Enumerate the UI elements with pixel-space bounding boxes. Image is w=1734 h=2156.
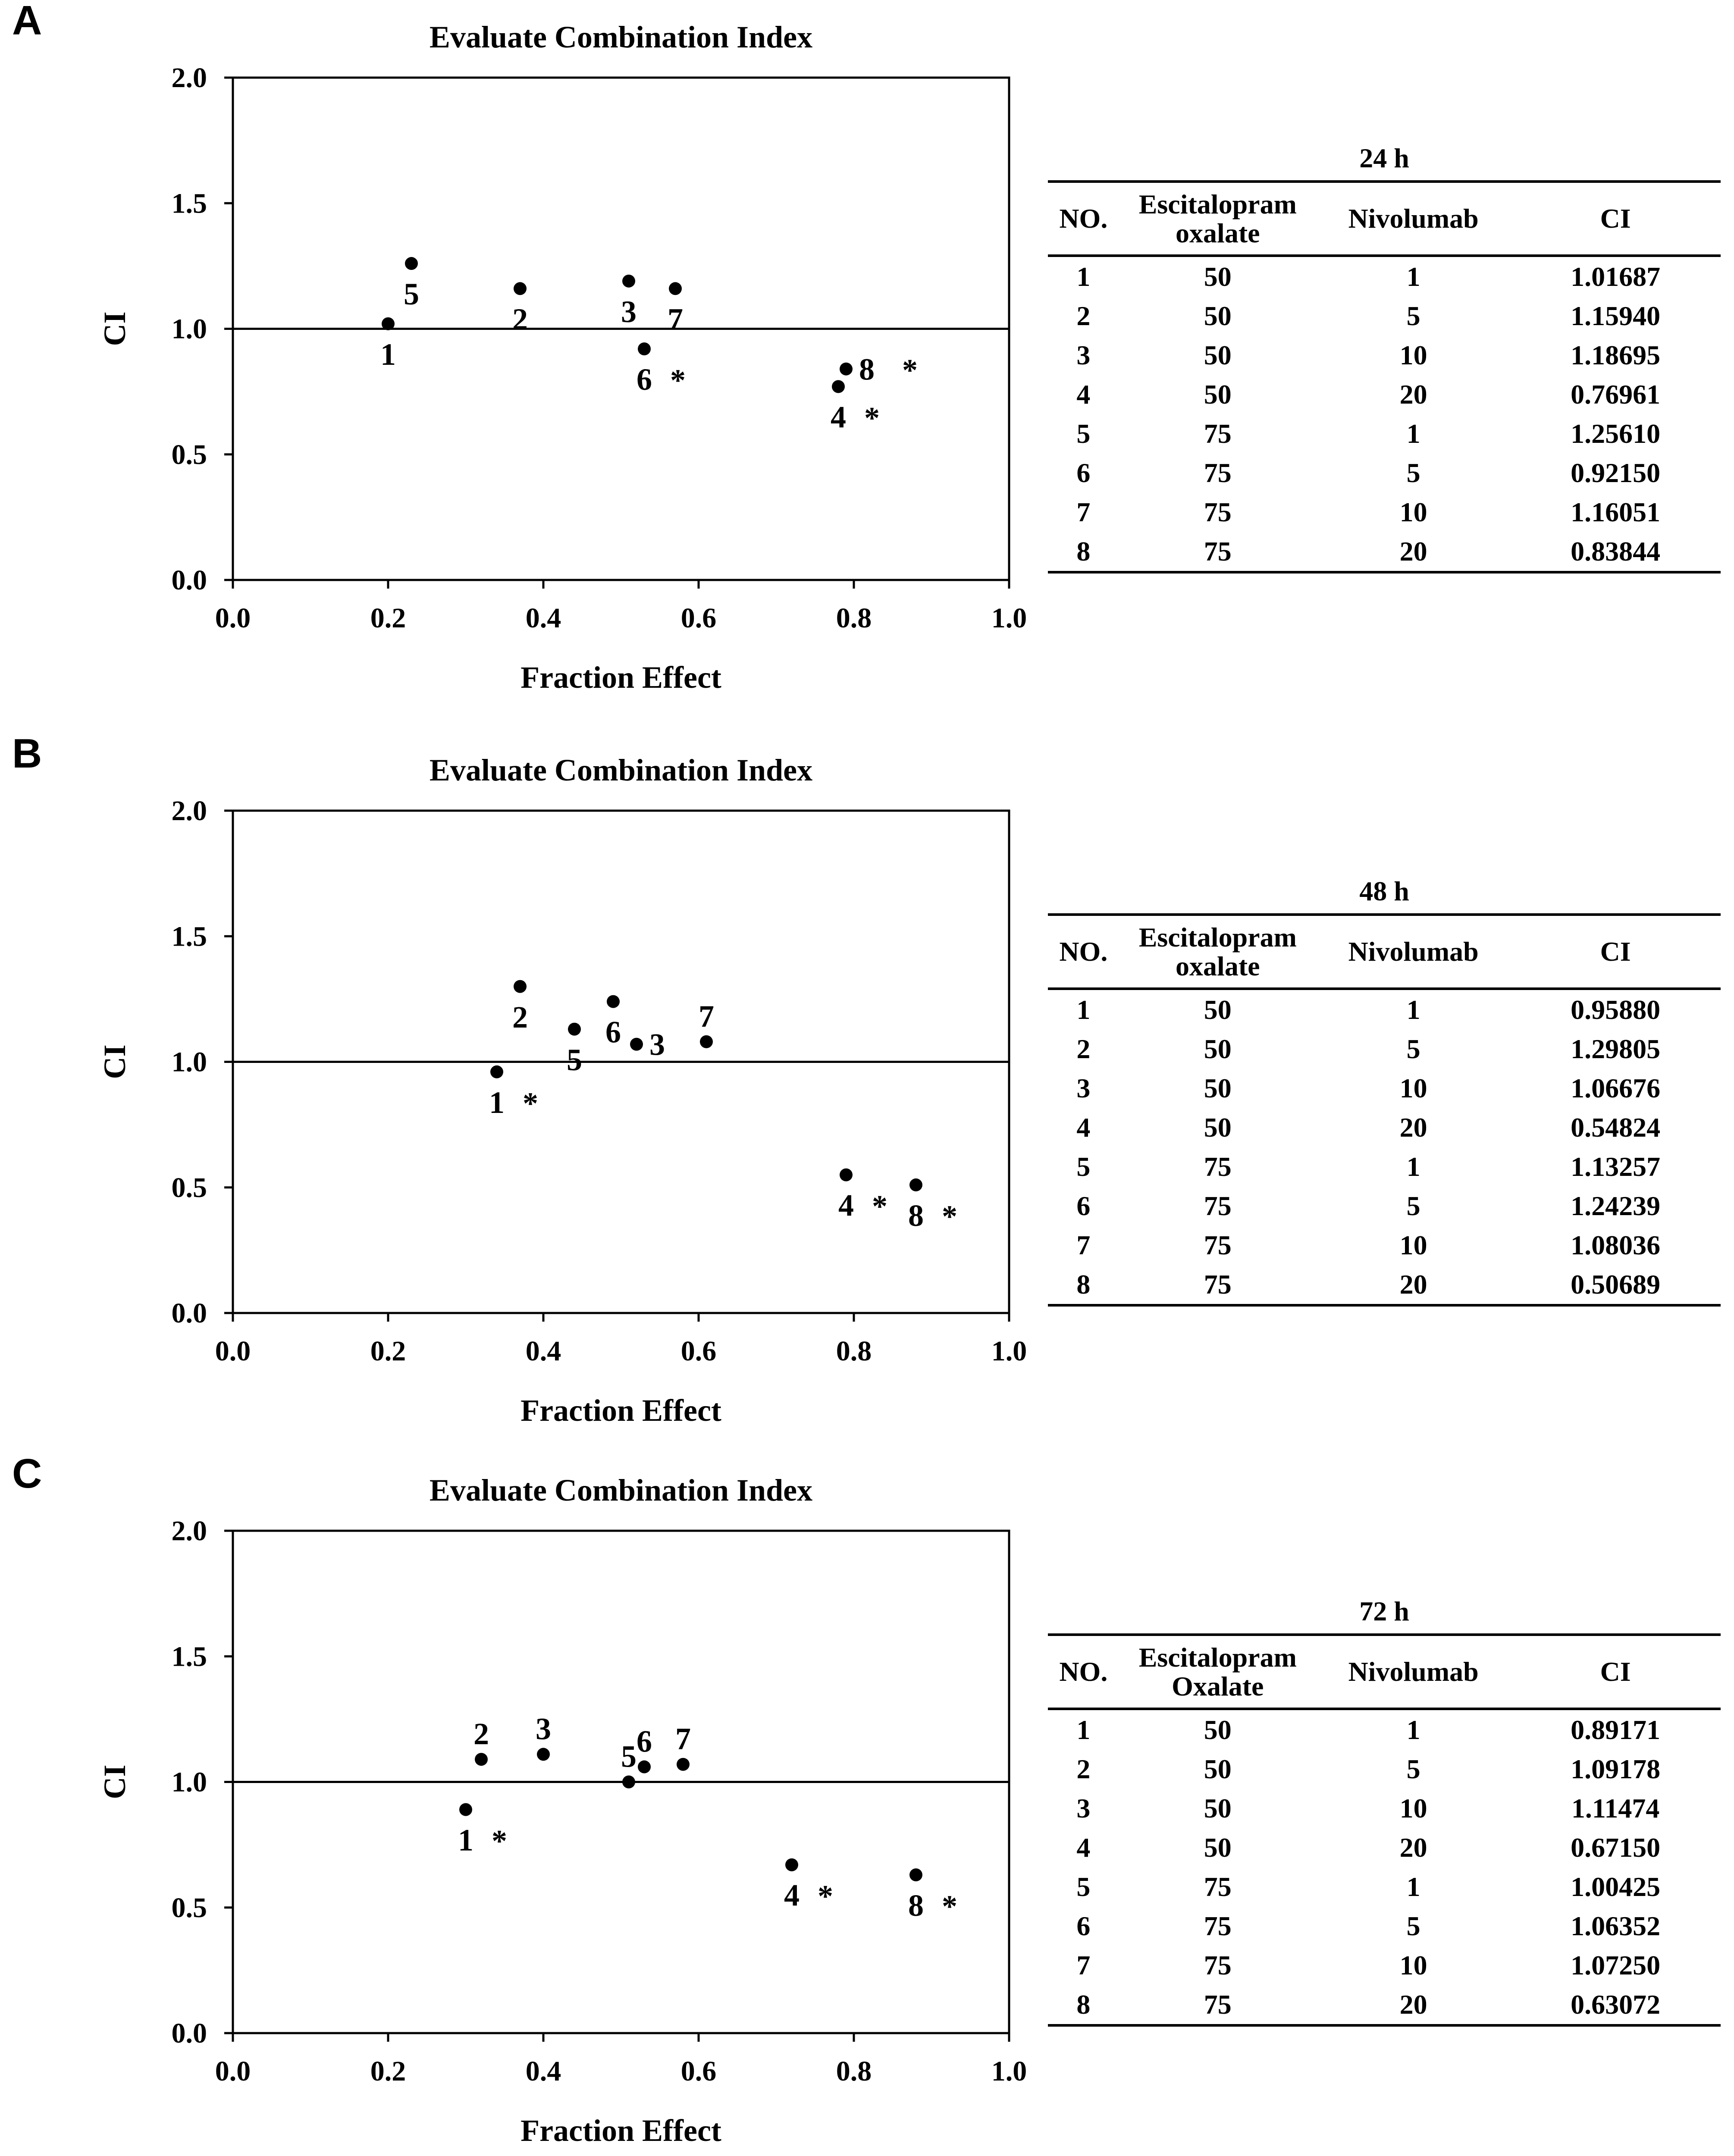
ci-scatter-chart [0, 1453, 1035, 2156]
y-tick-label: 0.5 [171, 1892, 207, 1924]
table-row [1048, 414, 1721, 453]
cell-ci: 0.89171 [1571, 1714, 1661, 1745]
table-row [1048, 1029, 1721, 1069]
cell-nivolumab: 5 [1406, 1754, 1420, 1784]
x-axis-label: Fraction Effect [521, 660, 721, 695]
cell-escitalopram: 75 [1204, 1989, 1232, 2020]
significance-star: * [523, 1086, 538, 1121]
cell-no: 1 [1076, 994, 1091, 1025]
table-header-row [1048, 182, 1721, 256]
table-row [1048, 1985, 1721, 2025]
point-label: 7 [675, 1721, 691, 1756]
cell-ci: 1.06676 [1571, 1073, 1661, 1103]
y-tick-label: 1.0 [171, 313, 207, 345]
table-row [1048, 256, 1721, 296]
cell-ci: 0.63072 [1571, 1989, 1661, 2020]
cell-ci: 1.16051 [1571, 497, 1661, 527]
cell-ci: 1.25610 [1571, 418, 1661, 449]
table-row [1048, 335, 1721, 375]
cell-ci: 0.83844 [1571, 536, 1661, 567]
x-tick-label: 0.4 [525, 2056, 561, 2087]
table-row [1048, 1147, 1721, 1186]
combination-table [1048, 875, 1721, 1307]
significance-star: * [942, 1889, 957, 1924]
x-tick-label: 0.2 [370, 602, 406, 634]
data-point [785, 1858, 798, 1871]
table-row [1048, 1789, 1721, 1828]
cell-ci: 1.09178 [1571, 1754, 1661, 1784]
cell-nivolumab: 5 [1406, 458, 1420, 488]
table-header-row [1048, 1635, 1721, 1709]
cell-nivolumab: 1 [1406, 1871, 1420, 1902]
cell-ci: 1.00425 [1571, 1871, 1661, 1902]
cell-escitalopram: 50 [1204, 379, 1232, 410]
chart-title: Evaluate Combination Index [429, 20, 813, 54]
table-row [1048, 453, 1721, 492]
data-point [475, 1753, 488, 1766]
y-tick-label: 1.5 [171, 921, 207, 953]
significance-star: * [902, 353, 918, 388]
cell-no: 1 [1076, 261, 1091, 292]
cell-no: 6 [1076, 458, 1091, 488]
significance-star: * [818, 1879, 833, 1914]
header-ci: CI [1600, 936, 1631, 967]
panel-letter: A [12, 0, 42, 44]
cell-no: 1 [1076, 1714, 1091, 1745]
cell-ci: 1.13257 [1571, 1151, 1661, 1182]
cell-escitalopram: 50 [1204, 1034, 1232, 1064]
y-tick-label: 1.0 [171, 1766, 207, 1798]
header-nivolumab: Nivolumab [1348, 1656, 1479, 1687]
point-label: 4 [784, 1878, 800, 1913]
point-label: 8 [908, 1888, 924, 1923]
point-label: 1 [380, 337, 396, 372]
table-header-row [1048, 915, 1721, 989]
table-body [1048, 1709, 1721, 2025]
cell-escitalopram: 75 [1204, 497, 1232, 527]
header-nivolumab: Nivolumab [1348, 203, 1479, 234]
data-point [909, 1868, 922, 1881]
table-body [1048, 256, 1721, 572]
header-ci: CI [1600, 203, 1631, 234]
table-row [1048, 296, 1721, 335]
data-point [514, 282, 527, 295]
data-point [638, 342, 651, 355]
data-point [677, 1758, 690, 1771]
x-tick-label: 0.6 [680, 2056, 717, 2087]
y-tick-label: 0.0 [171, 564, 207, 596]
y-axis-label: CI [97, 1764, 132, 1799]
panel-letter: C [12, 1451, 42, 1497]
x-tick-label: 1.0 [991, 1335, 1027, 1367]
table-row [1048, 1906, 1721, 1946]
header-escitalopram: Escitalopram Oxalate [1138, 1642, 1297, 1702]
point-label: 3 [649, 1027, 665, 1062]
x-axis-label: Fraction Effect [521, 1393, 721, 1428]
cell-no: 2 [1076, 1034, 1091, 1064]
header-no: NO. [1059, 203, 1108, 234]
cell-ci: 1.01687 [1571, 261, 1661, 292]
data-point [840, 1169, 853, 1181]
data-point [568, 1023, 581, 1036]
x-tick-label: 0.6 [680, 1335, 717, 1367]
point-label: 6 [637, 1724, 652, 1759]
header-escitalopram: Escitalopram oxalate [1138, 921, 1297, 981]
cell-escitalopram: 50 [1204, 340, 1232, 370]
x-tick-label: 0.0 [215, 2056, 251, 2087]
cell-ci: 1.29805 [1571, 1034, 1661, 1064]
cell-no: 6 [1076, 1191, 1091, 1221]
point-label: 1 [458, 1823, 473, 1858]
y-tick-label: 1.0 [171, 1046, 207, 1078]
data-point [490, 1065, 503, 1078]
cell-escitalopram: 50 [1204, 1754, 1232, 1784]
table-row [1048, 1069, 1721, 1108]
cell-nivolumab: 20 [1399, 1269, 1427, 1300]
y-tick-label: 0.5 [171, 1172, 207, 1203]
panel-letter: B [12, 730, 42, 777]
point-label: 5 [404, 277, 419, 312]
table-row [1048, 1828, 1721, 1867]
cell-no: 8 [1076, 1269, 1091, 1300]
data-point [630, 1038, 643, 1051]
cell-ci: 0.67150 [1571, 1832, 1661, 1863]
y-tick-label: 0.0 [171, 1297, 207, 1329]
y-tick-label: 2.0 [171, 795, 207, 827]
chart-title: Evaluate Combination Index [429, 1473, 813, 1507]
point-label: 2 [473, 1717, 489, 1752]
point-label: 3 [621, 294, 637, 329]
x-tick-label: 0.8 [836, 2056, 872, 2087]
cell-nivolumab: 5 [1406, 1034, 1420, 1064]
cell-no: 8 [1076, 1989, 1091, 2020]
table-time-caption: 72 h [1359, 1596, 1409, 1626]
y-tick-label: 0.5 [171, 439, 207, 470]
x-tick-label: 0.6 [680, 602, 717, 634]
cell-nivolumab: 1 [1406, 994, 1420, 1025]
cell-no: 7 [1076, 497, 1091, 527]
significance-star: * [492, 1824, 507, 1858]
cell-escitalopram: 75 [1204, 418, 1232, 449]
point-label: 6 [637, 362, 652, 397]
x-tick-label: 0.4 [525, 1335, 561, 1367]
cell-ci: 1.08036 [1571, 1230, 1661, 1260]
panel-a [0, 0, 1734, 707]
cell-escitalopram: 50 [1204, 1832, 1232, 1863]
data-point [700, 1035, 713, 1048]
cell-no: 4 [1076, 379, 1091, 410]
cell-no: 5 [1076, 1151, 1091, 1182]
cell-ci: 0.54824 [1571, 1112, 1661, 1143]
cell-nivolumab: 10 [1399, 497, 1427, 527]
x-tick-label: 0.8 [836, 1335, 872, 1367]
cell-ci: 0.95880 [1571, 994, 1661, 1025]
data-point [382, 317, 395, 330]
table-row [1048, 1186, 1721, 1225]
cell-escitalopram: 50 [1204, 1793, 1232, 1824]
header-no: NO. [1059, 1656, 1108, 1687]
table-time-caption: 24 h [1359, 143, 1409, 173]
cell-no: 3 [1076, 1793, 1091, 1824]
table-row [1048, 492, 1721, 532]
y-tick-label: 1.5 [171, 188, 207, 219]
table-row [1048, 1749, 1721, 1789]
cell-ci: 1.24239 [1571, 1191, 1661, 1221]
x-tick-label: 1.0 [991, 602, 1027, 634]
cell-nivolumab: 1 [1406, 418, 1420, 449]
x-tick-label: 0.4 [525, 602, 561, 634]
cell-no: 7 [1076, 1950, 1091, 1981]
x-tick-label: 0.2 [370, 1335, 406, 1367]
x-axis-label: Fraction Effect [521, 2113, 721, 2148]
cell-no: 3 [1076, 1073, 1091, 1103]
table-row [1048, 375, 1721, 414]
cell-nivolumab: 10 [1399, 1073, 1427, 1103]
cell-no: 2 [1076, 301, 1091, 331]
header-escitalopram: Escitalopram oxalate [1138, 188, 1297, 248]
header-no: NO. [1059, 936, 1108, 967]
point-label: 4 [831, 400, 846, 435]
point-label: 7 [699, 999, 714, 1034]
cell-escitalopram: 75 [1204, 1950, 1232, 1981]
cell-ci: 1.15940 [1571, 301, 1661, 331]
cell-no: 5 [1076, 418, 1091, 449]
y-tick-label: 2.0 [171, 1515, 207, 1547]
data-point [459, 1803, 472, 1816]
data-point [669, 282, 682, 295]
point-label: 3 [536, 1711, 551, 1746]
cell-nivolumab: 5 [1406, 1911, 1420, 1941]
cell-nivolumab: 20 [1399, 1989, 1427, 2020]
cell-nivolumab: 1 [1406, 261, 1420, 292]
cell-no: 5 [1076, 1871, 1091, 1902]
point-label: 6 [605, 1015, 621, 1050]
point-label: 8 [859, 352, 875, 387]
cell-no: 3 [1076, 340, 1091, 370]
point-label: 5 [567, 1042, 582, 1077]
point-label: 8 [908, 1198, 924, 1233]
cell-escitalopram: 75 [1204, 1911, 1232, 1941]
data-point [832, 380, 845, 393]
table-time-caption: 48 h [1359, 876, 1409, 906]
data-point [537, 1748, 550, 1761]
x-tick-label: 0.0 [215, 602, 251, 634]
cell-escitalopram: 50 [1204, 1112, 1232, 1143]
point-label: 5 [621, 1739, 637, 1774]
x-tick-label: 0.8 [836, 602, 872, 634]
data-point [909, 1178, 922, 1191]
cell-nivolumab: 1 [1406, 1151, 1420, 1182]
cell-ci: 0.92150 [1571, 458, 1661, 488]
cell-escitalopram: 50 [1204, 301, 1232, 331]
cell-nivolumab: 20 [1399, 379, 1427, 410]
cell-escitalopram: 75 [1204, 1269, 1232, 1300]
data-point [638, 1761, 651, 1774]
table-row [1048, 1709, 1721, 1749]
data-point [622, 1776, 635, 1789]
cell-escitalopram: 50 [1204, 994, 1232, 1025]
cell-nivolumab: 10 [1399, 340, 1427, 370]
data-point [514, 980, 527, 993]
cell-no: 8 [1076, 536, 1091, 567]
ci-scatter-chart [0, 730, 1035, 1440]
table-row [1048, 1108, 1721, 1147]
cell-escitalopram: 75 [1204, 1151, 1232, 1182]
point-label: 2 [512, 1000, 528, 1034]
table-row [1048, 1265, 1721, 1305]
cell-no: 4 [1076, 1112, 1091, 1143]
y-tick-label: 2.0 [171, 62, 207, 94]
chart-title: Evaluate Combination Index [429, 753, 813, 787]
cell-escitalopram: 75 [1204, 1191, 1232, 1221]
cell-nivolumab: 10 [1399, 1793, 1427, 1824]
significance-star: * [864, 401, 880, 436]
cell-nivolumab: 10 [1399, 1230, 1427, 1260]
table-row [1048, 1946, 1721, 1985]
cell-nivolumab: 20 [1399, 1832, 1427, 1863]
panel-b [0, 730, 1734, 1440]
y-axis-label: CI [97, 311, 132, 346]
cell-nivolumab: 1 [1406, 1714, 1420, 1745]
cell-nivolumab: 5 [1406, 301, 1420, 331]
data-point [840, 363, 853, 376]
cell-escitalopram: 50 [1204, 1073, 1232, 1103]
data-point [622, 275, 635, 288]
data-point [405, 257, 418, 270]
cell-escitalopram: 50 [1204, 261, 1232, 292]
table-row [1048, 1867, 1721, 1906]
x-tick-label: 0.2 [370, 2056, 406, 2087]
combination-table [1048, 1595, 1721, 2027]
y-tick-label: 0.0 [171, 2018, 207, 2049]
point-label: 4 [838, 1188, 854, 1223]
ci-scatter-chart [0, 0, 1035, 707]
cell-no: 6 [1076, 1911, 1091, 1941]
cell-nivolumab: 20 [1399, 536, 1427, 567]
cell-no: 7 [1076, 1230, 1091, 1260]
cell-ci: 0.50689 [1571, 1269, 1661, 1300]
cell-escitalopram: 75 [1204, 1871, 1232, 1902]
cell-ci: 1.07250 [1571, 1950, 1661, 1981]
cell-no: 4 [1076, 1832, 1091, 1863]
table-row [1048, 989, 1721, 1029]
x-tick-label: 1.0 [991, 2056, 1027, 2087]
cell-nivolumab: 5 [1406, 1191, 1420, 1221]
table-row [1048, 532, 1721, 572]
significance-star: * [872, 1189, 887, 1224]
cell-nivolumab: 10 [1399, 1950, 1427, 1981]
significance-star: * [942, 1199, 957, 1234]
y-tick-label: 1.5 [171, 1641, 207, 1673]
cell-escitalopram: 75 [1204, 1230, 1232, 1260]
x-tick-label: 0.0 [215, 1335, 251, 1367]
header-nivolumab: Nivolumab [1348, 936, 1479, 967]
point-label: 1 [489, 1085, 505, 1120]
cell-escitalopram: 50 [1204, 1714, 1232, 1745]
cell-escitalopram: 75 [1204, 458, 1232, 488]
point-label: 7 [668, 302, 683, 337]
cell-ci: 0.76961 [1571, 379, 1661, 410]
table-body [1048, 989, 1721, 1305]
cell-escitalopram: 75 [1204, 536, 1232, 567]
header-ci: CI [1600, 1656, 1631, 1687]
combination-table [1048, 142, 1721, 573]
panel-c [0, 1453, 1734, 2156]
cell-no: 2 [1076, 1754, 1091, 1784]
significance-star: * [670, 363, 686, 398]
cell-nivolumab: 20 [1399, 1112, 1427, 1143]
data-point [607, 995, 620, 1008]
point-label: 2 [512, 302, 528, 337]
cell-ci: 1.11474 [1571, 1793, 1660, 1824]
cell-ci: 1.18695 [1571, 340, 1661, 370]
table-row [1048, 1225, 1721, 1265]
cell-ci: 1.06352 [1571, 1911, 1661, 1941]
y-axis-label: CI [97, 1044, 132, 1079]
